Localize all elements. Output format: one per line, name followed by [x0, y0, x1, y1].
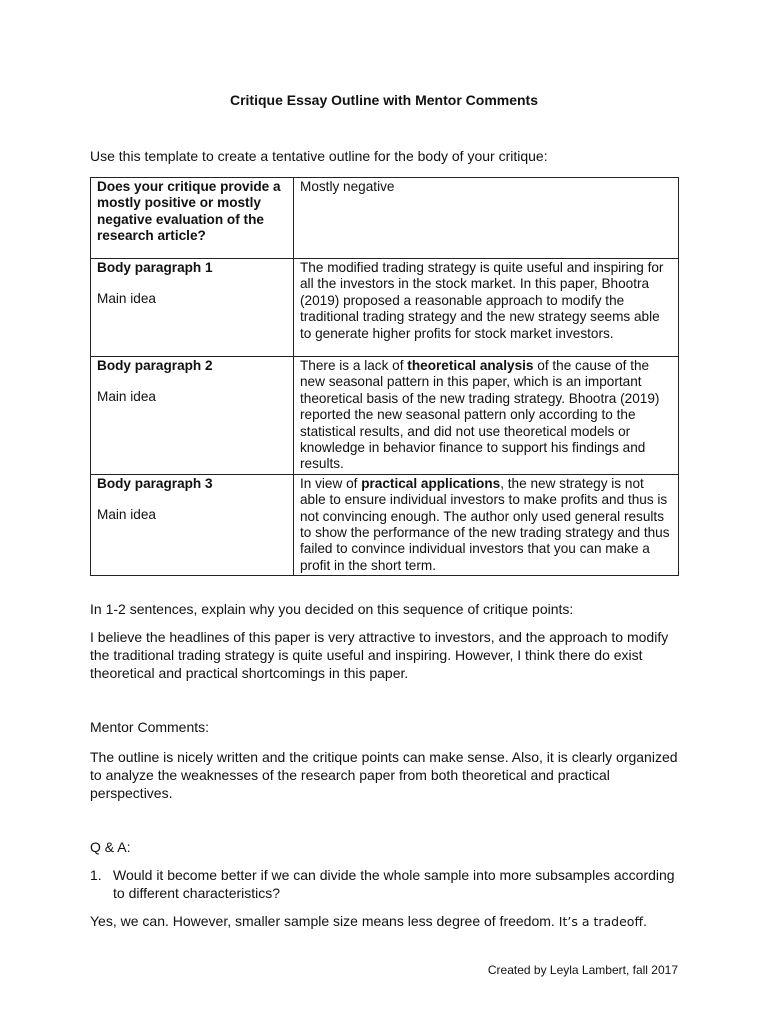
body-paragraph-3-emphasis: practical applications: [361, 475, 501, 491]
qa-question-number: 1.: [90, 867, 102, 883]
body-paragraph-2-emphasis: theoretical analysis: [407, 358, 534, 373]
sequence-prompt: In 1-2 sentences, explain why you decided on this sequence of critique points:: [90, 601, 574, 617]
body-paragraph-1-subtitle: Main idea: [97, 291, 156, 307]
sequence-answer: I believe the headlines of this paper is very attractive to investors, and the approach to modify the traditional trading strategy is quite useful and inspiring. However, I think there do exist theoretical and practical shortcomings in this paper.: [90, 629, 669, 681]
mentor-heading: Mentor Comments:: [90, 719, 210, 735]
question-cell: [91, 178, 294, 259]
body-paragraph-2-subtitle: Main idea: [97, 389, 156, 405]
table-row: [91, 178, 679, 259]
evaluation-answer: Mostly negative: [300, 179, 395, 194]
body-paragraph-1-title: Body paragraph 1: [97, 260, 213, 275]
qa-answer-tail: It’s a tradeoff.: [554, 914, 648, 929]
row-label-cell: [91, 357, 294, 475]
body-paragraph-3-subtitle: Main idea: [97, 507, 156, 523]
body-paragraph-3-title: Body paragraph 3: [97, 475, 213, 491]
row-text-cell: [294, 357, 679, 475]
qa-answer: [90, 912, 680, 931]
page-title: Critique Essay Outline with Mentor Comments: [229, 92, 539, 108]
body-paragraph-2-text-start: There is a lack of: [300, 358, 408, 373]
table-row: [91, 259, 679, 357]
footer-credit: Created by Leyla Lambert, fall 2017: [487, 963, 678, 977]
body-paragraph-1-text: The modified trading strategy is quite useful and inspiring for all the investors in the stock market. In this paper, Bhootra (2019) proposed a reasonable approach to modify the traditional trading strategy and the new strategy seems able to generate higher profits for stock market investors.: [300, 260, 664, 341]
evaluation-question: Does your critique provide a mostly positive or mostly negative evaluation of the research article?: [97, 179, 281, 244]
outline-table: [90, 177, 679, 576]
table-row: [91, 357, 679, 475]
intro-text: Use this template to create a tentative outline for the body of your critique:: [90, 148, 548, 164]
body-paragraph-3-text-start: In view of: [300, 475, 362, 491]
row-label-cell: [91, 259, 294, 357]
qa-heading: Q & A:: [90, 839, 131, 855]
body-paragraph-2-title: Body paragraph 2: [97, 358, 213, 373]
row-text-cell: [294, 474, 679, 575]
table-row: [91, 474, 679, 575]
row-label-cell: [91, 474, 294, 575]
row-text-cell: [294, 259, 679, 357]
qa-answer-main: Yes, we can. However, smaller sample size means less degree of freedom.: [90, 913, 555, 929]
mentor-comments: The outline is nicely written and the critique points can make sense. Also, it is clearly organized to analyze the weaknesses of the research paper from both theoretical and practical perspectives.: [90, 749, 678, 801]
qa-question: [90, 866, 680, 902]
qa-question-text: Would it become better if we can divide the whole sample into more subsamples according to different characteristics?: [113, 867, 675, 901]
answer-cell: [294, 178, 679, 259]
body-paragraph-2-text-end: of the cause of the new seasonal pattern in this paper, which is an important theoretical basis of the new trading strategy. Bhootra (2019) reported the new seasonal pattern only according to the statistical results, and did not use theoretical models or knowledge in behavior finance to support his findings and results.: [300, 358, 660, 472]
body-paragraph-3-text-end: , the new strategy is not able to ensure individual investors to make profits and thus is not convincing enough. The author only used general results to show the performance of the new trading strategy and thus failed to convince individual investors that you can make a profit in the short term.: [300, 475, 670, 573]
